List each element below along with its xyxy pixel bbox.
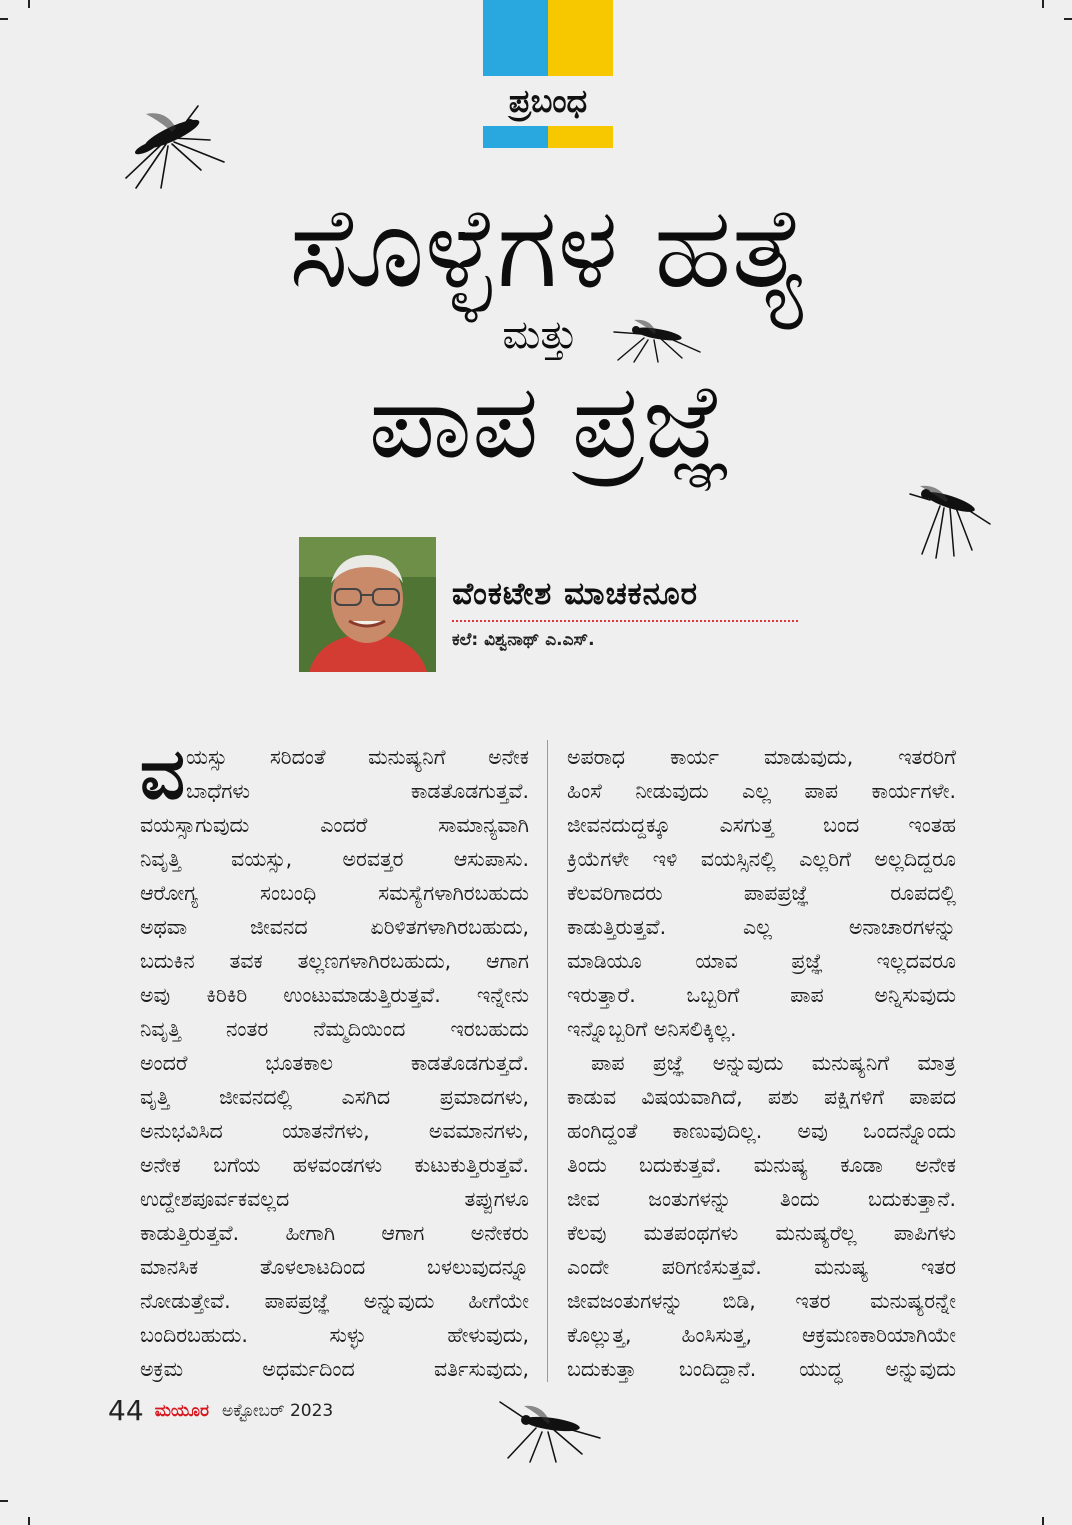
text-line: ಅಂದರೆ ಭೂತಕಾಲ ಕಾಡತೊಡಗುತ್ತದೆ. [140,1051,529,1075]
magazine-name: ಮಯೂರ [154,1401,209,1421]
text-line: ಮಾನಸಿಕ ತೊಳಲಾಟದಿಂದ ಬಳಲುವುದನ್ನೂ [140,1255,529,1279]
text-line: ಮಾಡಿಯೂ ಯಾವ ಪ್ರಜ್ಞೆ ಇಲ್ಲದವರೂ [567,949,956,973]
section-label: ಪ್ರಬಂಧ [508,82,588,120]
text-line: ಹಂಗಿದ್ದಂತೆ ಕಾಣುವುದಿಲ್ಲ. ಅವು ಒಂದನ್ನೊಂದು [567,1119,956,1143]
text-line: ಕಾಡುತ್ತಿರುತ್ತವೆ. ಹೀಗಾಗಿ ಆಗಾಗ ಅನೇಕರು [140,1221,529,1245]
issue-date: ಅಕ್ಟೋಬರ್ 2023 [222,1401,334,1421]
text-line: ಬಾಧೆಗಳು ಕಾಡತೊಡಗುತ್ತವೆ. [186,779,529,803]
crop-mark [0,18,8,20]
text-line: ಯಸ್ಸು ಸರಿದಂತೆ ಮನುಷ್ಯನಿಗೆ ಅನೇಕ [186,745,529,769]
page-number: 44 [108,1394,144,1427]
crop-mark [28,1517,30,1525]
text-line: ವೃತ್ತಿ ಜೀವನದಲ್ಲಿ ಎಸಗಿದ ಪ್ರಮಾದಗಳು, [140,1085,529,1109]
page-footer [108,1394,333,1428]
text-line: ಅವು ಕಿರಿಕಿರಿ ಉಂಟುಮಾಡುತ್ತಿರುತ್ತವೆ. ಇನ್ನೇನು [140,983,529,1007]
crop-mark [0,1500,8,1502]
text-line: ಜೀವಜಂತುಗಳನ್ನು ಬಿಡಿ, ಇತರ ಮನುಷ್ಯರನ್ನೇ [567,1289,956,1313]
mosquito-icon [106,100,231,190]
article-column-left [140,733,529,1386]
mosquito-icon [496,1398,601,1463]
text-line: ತಿಂದು ಬದುಕುತ್ತವೆ. ಮನುಷ್ಯ ಕೂಡಾ ಅನೇಕ [567,1153,956,1177]
text-line: ಕಾಡುತ್ತಿರುತ್ತವೆ. ಎಲ್ಲ ಅನಾಚಾರಗಳನ್ನು [567,915,956,939]
author-name: ವೆಂಕಟೇಶ ಮಾಚಕನೂರ [452,576,699,612]
text-line: ನಿವೃತ್ತಿ ವಯಸ್ಸು, ಅರವತ್ತರ ಆಸುಪಾಸು. [140,847,529,871]
text-line: ಜೀವ ಜಂತುಗಳನ್ನು ತಿಂದು ಬದುಕುತ್ತಾನೆ. [567,1187,956,1211]
headline-line-3: ಪಾಪ ಪ್ರಜ್ಞೆ [368,360,732,482]
text-line: ಇರುತ್ತಾರೆ. ಒಬ್ಬರಿಗೆ ಪಾಪ ಅನ್ನಿಸುವುದು [567,983,956,1007]
text-line: ವಯಸ್ಸಾಗುವುದು ಎಂದರೆ ಸಾಮಾನ್ಯವಾಗಿ [140,813,529,837]
art-credit: ಕಲೆ: ವಿಶ್ವನಾಥ್ ಎ.ಎಸ್. [452,630,595,650]
author-photo [299,537,436,672]
dotted-divider [452,620,798,622]
text-line: ಹಿಂಸೆ ನೀಡುವುದು ಎಲ್ಲ ಪಾಪ ಕಾರ್ಯಗಳೇ. [567,779,956,803]
text-line: ಅನುಭವಿಸಿದ ಯಾತನೆಗಳು, ಅವಮಾನಗಳು, [140,1119,529,1143]
crop-mark [1064,18,1072,20]
headline-line-2: ಮತ್ತು [502,312,578,358]
article-column-right [567,740,956,1386]
text-line: ಅಥವಾ ಜೀವನದ ಏರಿಳಿತಗಳಾಗಿರಬಹುದು, [140,915,529,939]
section-tag [483,0,613,148]
tag-blue-bar [483,126,548,148]
text-line: ಬದುಕಿನ ತವಕ ತಲ್ಲಣಗಳಾಗಿರಬಹುದು, ಆಗಾಗ [140,949,529,973]
text-line: ಎಂದೇ ಪರಿಗಣಿಸುತ್ತವೆ. ಮನುಷ್ಯ ಇತರ [567,1255,956,1279]
drop-cap: ವ [140,733,185,815]
text-line: ನಿವೃತ್ತಿ ನಂತರ ನೆಮ್ಮದಿಯಿಂದ ಇರಬಹುದು [140,1017,529,1041]
crop-mark [1042,1517,1044,1525]
tag-blue-block [483,0,548,76]
text-line: ಇನ್ನೊಬ್ಬರಿಗೆ ಅನಿಸಲಿಕ್ಕಿಲ್ಲ. [567,1017,737,1041]
text-line: ಕ್ರಿಯೆಗಳೇ ಇಳಿ ವಯಸ್ಸಿನಲ್ಲಿ ಎಲ್ಲರಿಗೆ ಅಲ್ಲದಿದ್ದರೂ [567,847,956,871]
text-line: ಬಂದಿರಬಹುದು. ಸುಳ್ಳು ಹೇಳುವುದು, [140,1323,529,1347]
text-line: ನೋಡುತ್ತೇವೆ. ಪಾಪಪ್ರಜ್ಞೆ ಅನ್ನುವುದು ಹೀಗೆಯೇ [140,1289,529,1313]
text-line: ಅಕ್ರಮ ಅಧರ್ಮದಿಂದ ವರ್ತಿಸುವುದು, [140,1357,529,1381]
column-divider [547,740,548,1382]
crop-mark [1042,0,1044,8]
text-line: ಕೆಲವು ಮತಪಂಥಗಳು ಮನುಷ್ಯರೆಲ್ಲ ಪಾಪಿಗಳು [567,1221,956,1245]
text-line: ಕೊಲ್ಲುತ್ತ, ಹಿಂಸಿಸುತ್ತ, ಆಕ್ರಮಣಕಾರಿಯಾಗಿಯೇ [567,1323,956,1347]
text-line: ಜೀವನದುದ್ದಕ್ಕೂ ಎಸಗುತ್ತ ಬಂದ ಇಂತಹ [567,813,956,837]
text-line: ಆರೋಗ್ಯ ಸಂಬಂಧಿ ಸಮಸ್ಯೆಗಳಾಗಿರಬಹುದು [140,881,529,905]
text-line: ಕೆಲವರಿಗಾದರು ಪಾಪಪ್ರಜ್ಞೆ ರೂಪದಲ್ಲಿ [567,881,956,905]
tag-yellow-bar [548,126,613,148]
crop-mark [28,0,30,8]
text-line: ಉದ್ದೇಶಪೂರ್ವಕವಲ್ಲದ ತಪ್ಪುಗಳೂ [140,1187,529,1211]
headline-line-1: ಸೊಳ್ಳೆಗಳ ಹತ್ಯೆ [289,183,811,313]
mosquito-icon [908,480,993,560]
tag-yellow-block [548,0,613,76]
text-line: ಕಾಡುವ ವಿಷಯವಾಗಿದೆ, ಪಶು ಪಕ್ಷಿಗಳಿಗೆ ಪಾಪದ [567,1085,956,1109]
text-line: ಬದುಕುತ್ತಾ ಬಂದಿದ್ದಾನೆ. ಯುದ್ಧ ಅನ್ನುವುದು [567,1357,956,1381]
text-line: ಅಪರಾಧ ಕಾರ್ಯ ಮಾಡುವುದು, ಇತರರಿಗೆ [567,745,956,769]
text-line: ಪಾಪ ಪ್ರಜ್ಞೆ ಅನ್ನುವುದು ಮನುಷ್ಯನಿಗೆ ಮಾತ್ರ [591,1051,956,1075]
text-line: ಅನೇಕ ಬಗೆಯ ಹಳವಂಡಗಳು ಕುಟುಕುತ್ತಿರುತ್ತವೆ. [140,1153,529,1177]
